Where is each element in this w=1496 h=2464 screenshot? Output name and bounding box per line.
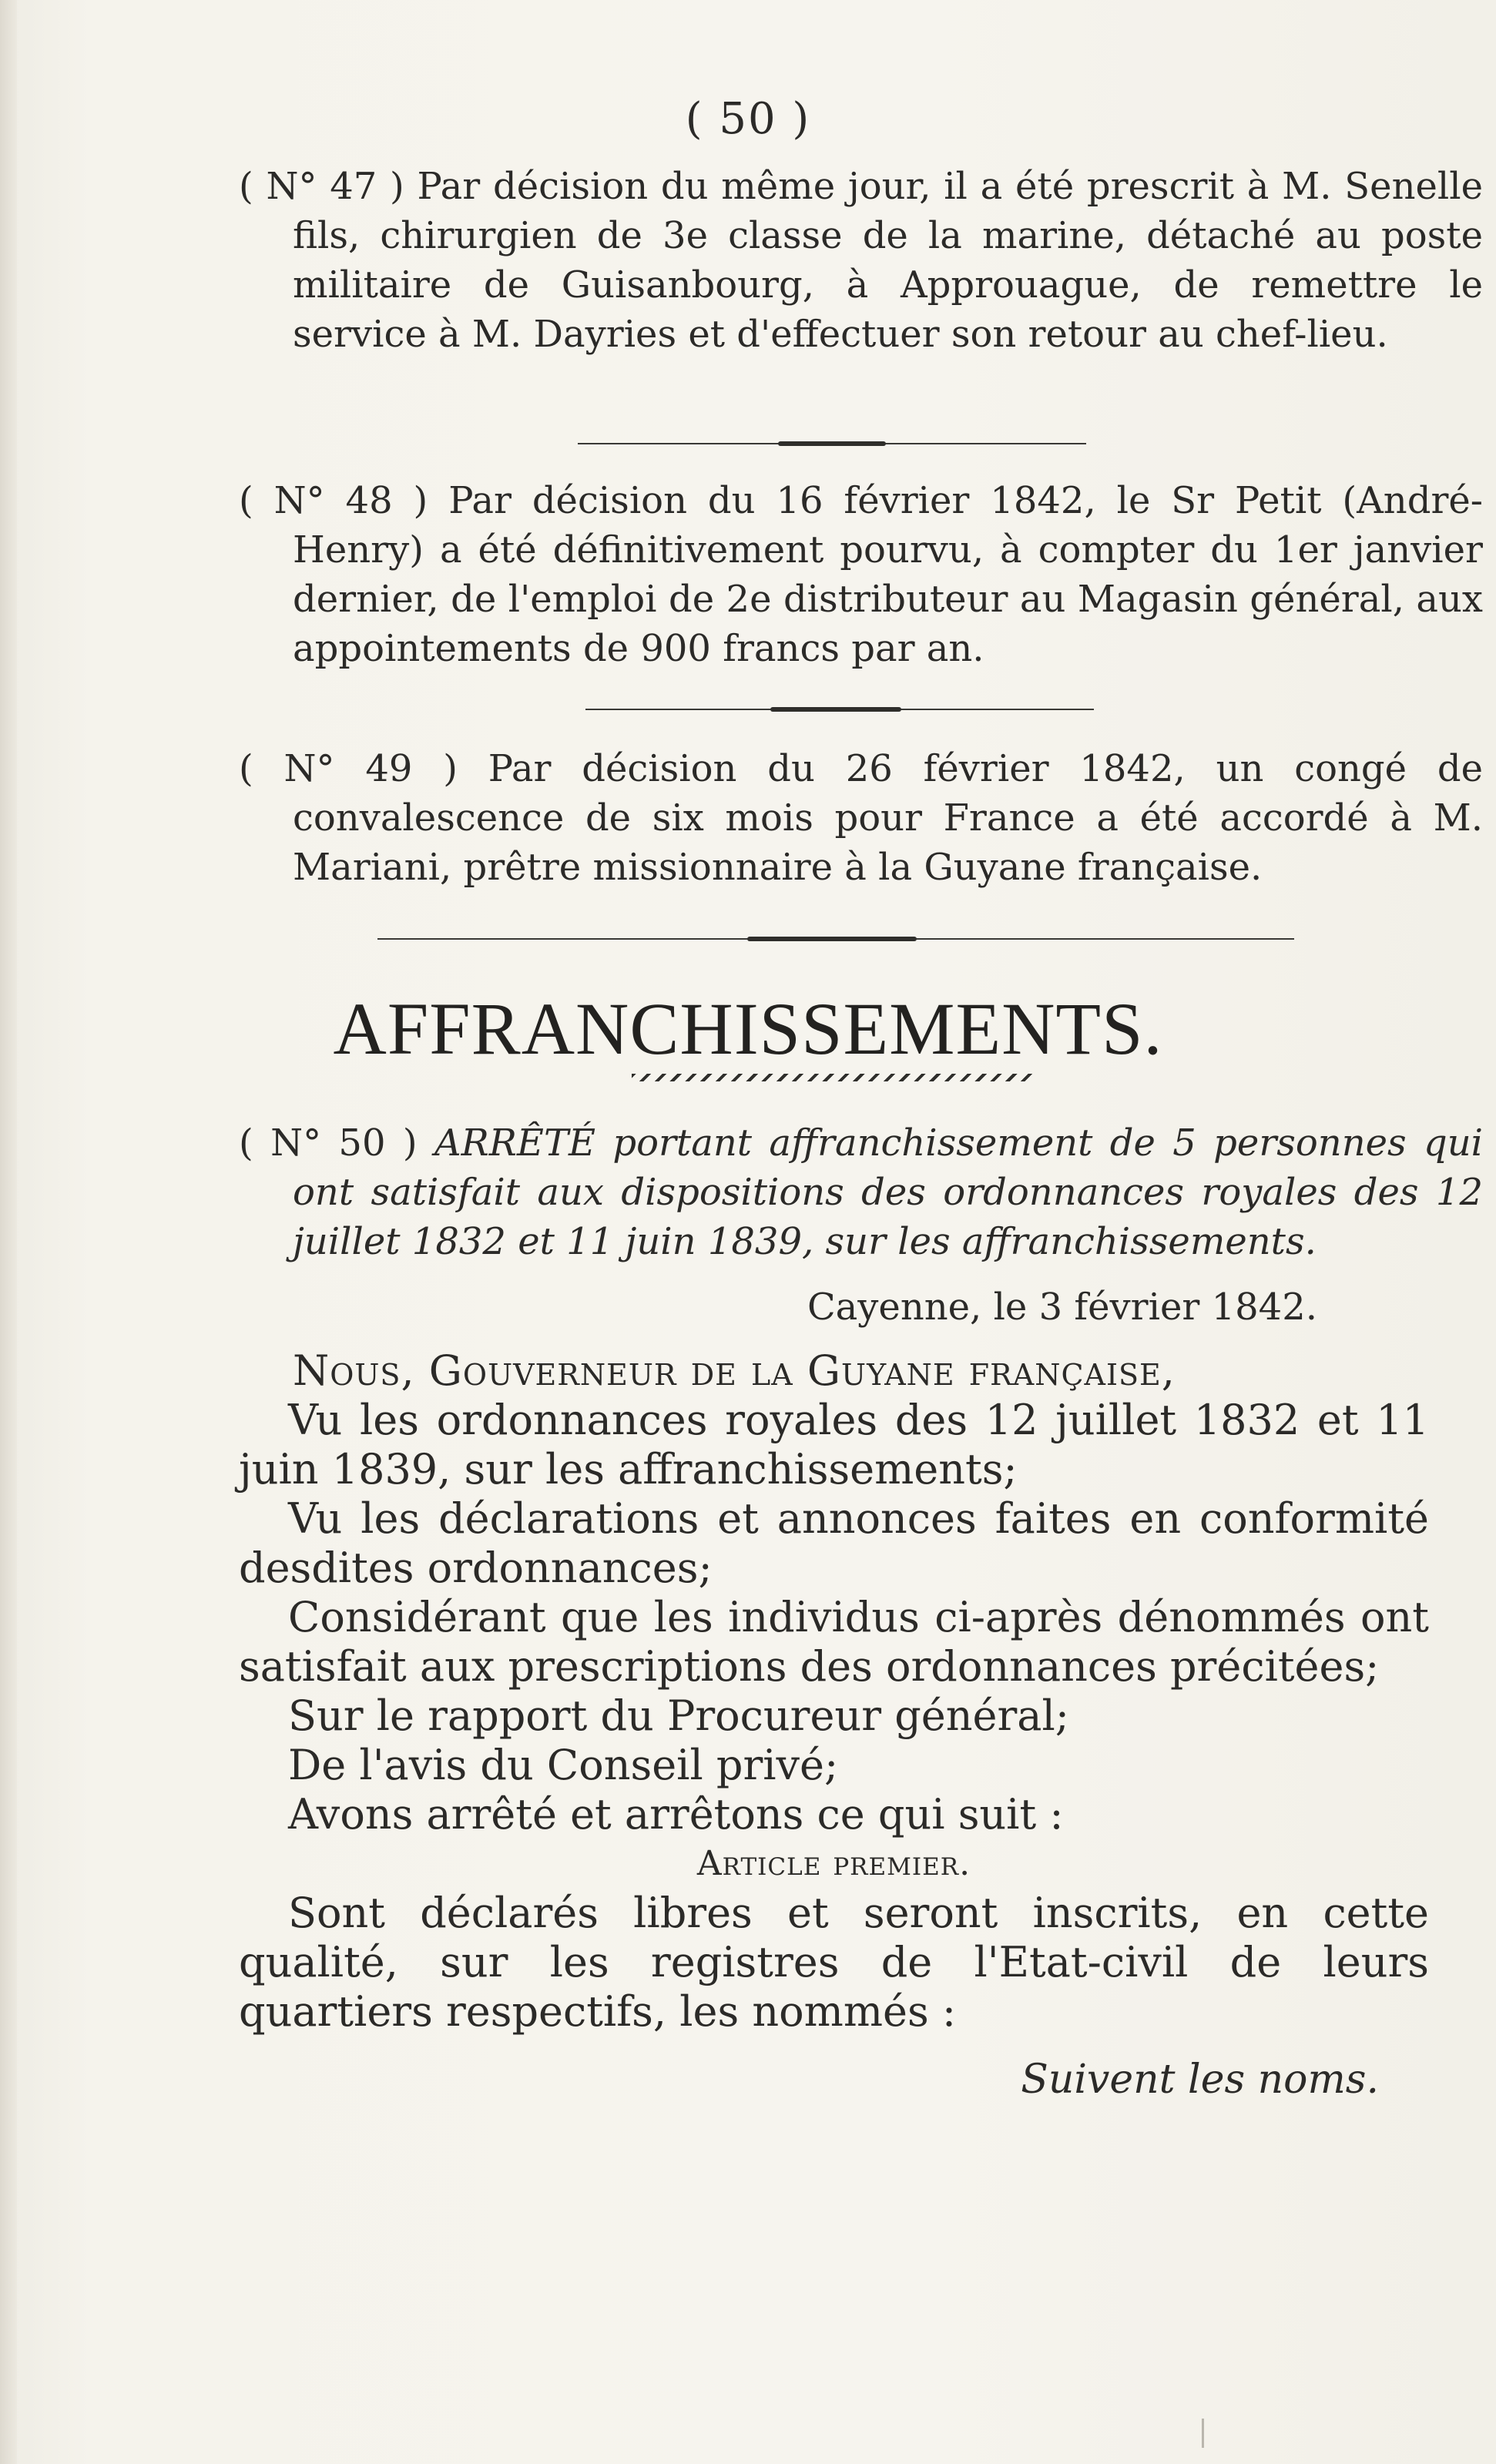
entry-48-text: Par décision du 16 février 1842, le Sr Petit (André-Henry) a été définitivement pourvu, à compter du 1er janvier dernier, de l'emploi de 2e distributeur au Magasin général, aux appointements de 900 francs par an.	[293, 479, 1484, 670]
de-l-avis: De l'avis du Conseil privé;	[288, 1741, 839, 1789]
entry-49-number: ( N° 49 )	[239, 747, 458, 790]
nous-line: Nous, Gouverneur de la Guyane française,	[293, 1346, 1176, 1395]
arrete-body	[239, 1346, 1429, 2037]
separator-rule-1-center	[778, 441, 886, 446]
entry-47-number: ( N° 47 )	[239, 165, 404, 208]
arrete-50-number: ( N° 50 )	[239, 1121, 418, 1165]
entry-47-text: Par décision du même jour, il a été prescrit à M. Senelle fils, chirurgien de 3e classe de la marine, détaché au poste militaire de Guisanbourg, à Approuague, de remettre le service à M. Dayries et d'effectuer son retour au chef-lieu.	[293, 165, 1483, 356]
entry-49	[239, 744, 1483, 892]
sont-declares: Sont déclarés libres et seront inscrits, en cette qualité, sur les registres de l'Etat-civil de leurs quartiers respectifs, les nommés :	[239, 1889, 1429, 2036]
entry-47	[239, 162, 1483, 359]
place-date: Cayenne, le 3 février 1842.	[807, 1286, 1317, 1329]
arrete-50-title-text: ARRÊTÉ portant affranchissement de 5 personnes qui ont satisfait aux dispositions des ordonnances royales des 12 juillet 1832 et 11 juin 1839, sur les affranchissements.	[293, 1121, 1484, 1263]
article-premier: Article premier.	[696, 1844, 971, 1883]
separator-rule-2-center	[770, 707, 901, 712]
page-number: ( 50 )	[685, 94, 811, 144]
entry-48-number: ( N° 48 )	[239, 479, 428, 522]
vu-declarations: Vu les déclarations et annonces faites en conformité desdites ordonnances;	[239, 1494, 1429, 1592]
page-mark	[1202, 2419, 1204, 2448]
avons-arrete: Avons arrêté et arrêtons ce qui suit :	[288, 1790, 1064, 1839]
entry-48	[239, 476, 1483, 673]
vu-ordonnances: Vu les ordonnances royales des 12 juillet 1832 et 11 juin 1839, sur les affranchissements;	[239, 1396, 1429, 1493]
section-heading: AFFRANCHISSEMENTS.	[333, 987, 1163, 1070]
page-edge-shadow	[0, 0, 17, 2464]
heading-ornament	[632, 1074, 1032, 1081]
sur-le-rapport: Sur le rapport du Procureur général;	[288, 1691, 1069, 1740]
section-rule-center	[747, 937, 917, 941]
considerant: Considérant que les individus ci-après dénommés ont satisfait aux prescriptions des ordonnances précitées;	[239, 1593, 1429, 1691]
entry-49-text: Par décision du 26 février 1842, un congé de convalescence de six mois pour France a été accordé à M. Mariani, prêtre missionnaire à la Guyane française.	[293, 747, 1483, 889]
arrete-50-title	[239, 1118, 1483, 1266]
suivent-les-noms: Suivent les noms.	[1021, 2057, 1379, 2103]
